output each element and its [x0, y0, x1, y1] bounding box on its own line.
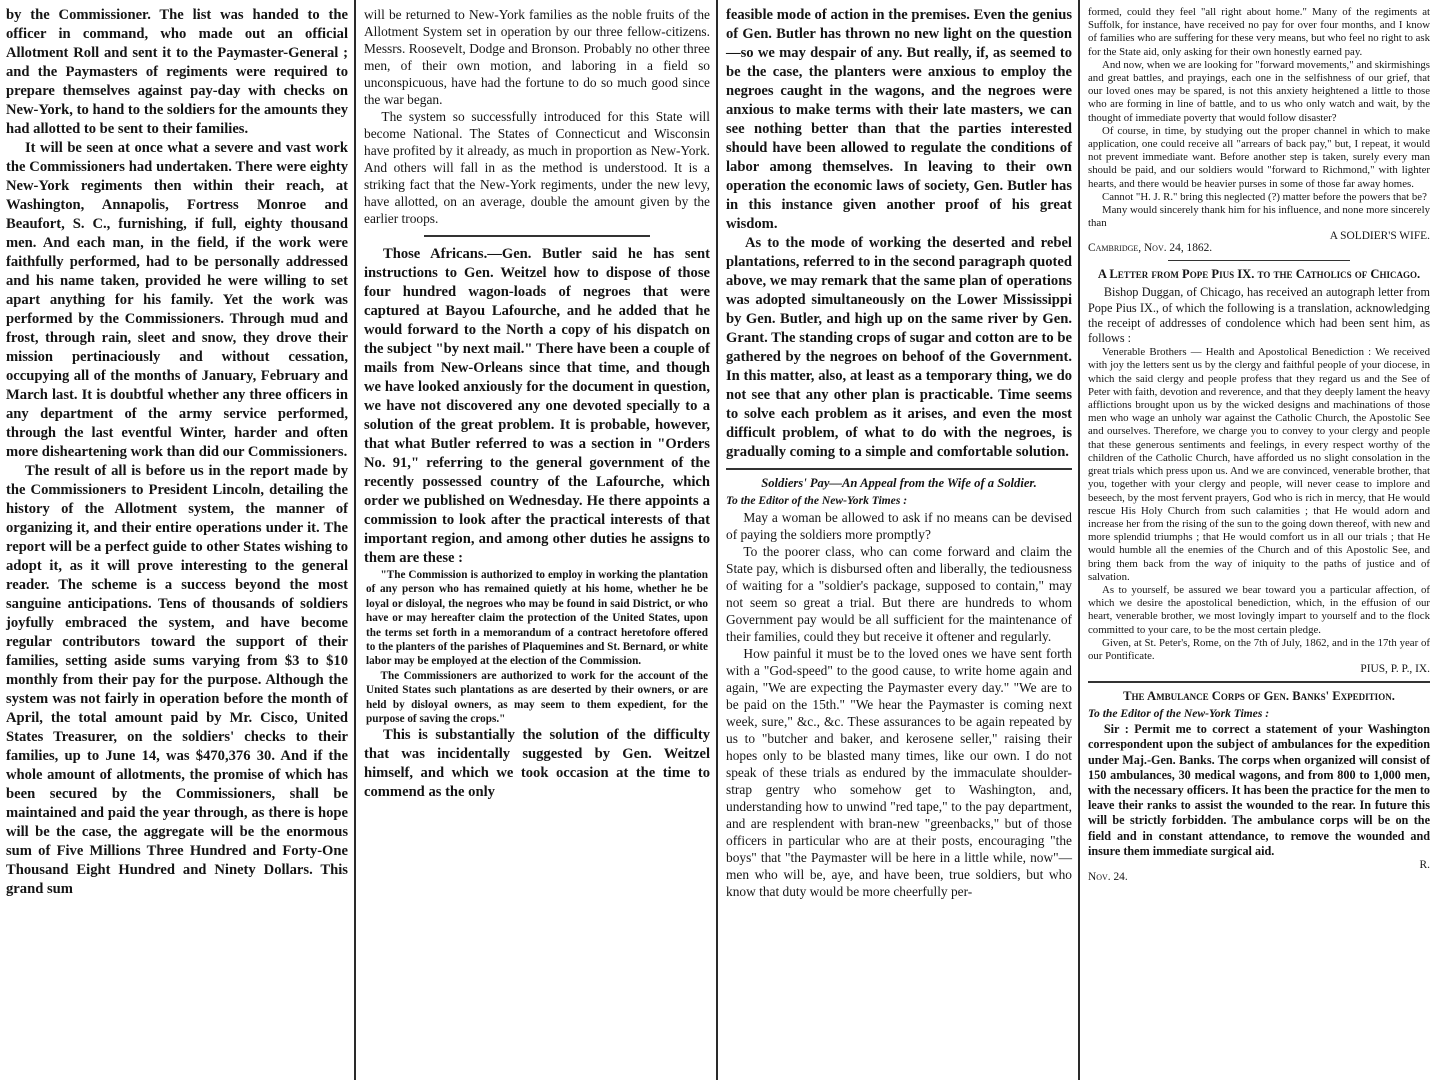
column-3	[720, 0, 1076, 1080]
column-divider-1	[354, 0, 356, 1080]
col4-rule-1	[1168, 260, 1350, 261]
soldiers-pay-salutation: To the Editor of the New-York Times :	[726, 494, 908, 507]
soldiers-pay-paragraph-1: May a woman be allowed to ask if no means can be devised of paying the soldiers more promptly?	[726, 510, 1072, 542]
col2-paragraph-4: This is substantially the solution of the difficulty that was incidentally suggested by Gen. Weitzel himself, and which we took occasion at the time to commend as the only	[364, 727, 710, 801]
column-divider-3	[1078, 0, 1080, 1080]
col1-paragraph-3: The result of all is before us in the report made by the Commissioners to President Lincoln, detailing the history of the Allotment system, the manner of organizing it, and their entire operations under it. The report will be a perfect guide to other States wishing to adopt it, as it will prove interesting to the general reader. The scheme is a success beyond the most sanguine anticipations. Tens of thousands of soldiers joyfully embraced the system, and have become regular contributors toward the support of their families, setting aside sums varying from $3 to $10 monthly from their pay for the purpose. Although the system was not fairly in operation before the month of April, the total amount paid by Mr. Cisco, United States Treasurer, on the soldiers' checks to their families, up to June 14, was $470,376 30. And if the whole amount of allotments, the promise of which has been secured by the Commissioners, shall be maintained and paid the year through, as there is hope will be the case, the aggregate will be the enormous sum of Five Millions Three Hundred and Forty-One Thousand Eight Hundred and Ninety Dollars. This grand sum	[6, 463, 348, 897]
soldiers-wife-dateline: Cambridge, Nov. 24, 1862.	[1088, 242, 1213, 255]
pope-signature: PIUS, P. P., IX.	[1360, 663, 1430, 676]
column-2	[358, 0, 714, 1080]
column-4	[1082, 0, 1434, 1080]
col3-paragraph-2: As to the mode of working the deserted and rebel plantations, referred to in the second paragraph quoted above, we may remark that the same plan of operations was adopted simultaneously on the Lower Mississippi by Gen. Butler, and high up on the same river by Gen. Grant. The standing crops of sugar and cotton are to be gathered by the negroes on behoof of the Government. In this matter, also, at least as a temporary thing, we do not see that any other plan is practicable. Time seems to solve each problem as it arises, and even the most difficult problem, of what to do with the negroes, is gradually coming to a simple and comfortable solution.	[726, 235, 1072, 460]
soldiers-pay-paragraph-3: How painful it must be to the loved ones we have sent forth with a "God-speed" to the good cause, to write home again and again, "We are expecting the Paymaster every day." "We are to be paid on the 15th." "We hear the Paymaster is coming next week, sure," &c., &c. These assurances to be again repeated by us to "butcher and baker, and kerosene seller," raising their hopes only to be blasted many times, like our own. I do not speak of these trials as endured by the immaculate shoulder-strap gentry who somehow get to Washington, and, understanding how to unwind "red tape," to the pay department, and are resplendent with bran-new "greenbacks," but of those officers in particular who are at their posts, encouraging "the boys" that "the Paymaster will be here in a little while, now"—men who will be, aye, and have been, true soldiers, but who know that duty would be more cheerfully per-	[726, 646, 1072, 899]
ambulance-corps-headline: The Ambulance Corps of Gen. Banks' Expedition.	[1123, 689, 1395, 704]
col2-section-rule	[424, 235, 650, 237]
pope-letter-intro: Bishop Duggan, of Chicago, has received an autograph letter from Pope Pius IX., of which the following is a translation, acknowledging the receipt of addresses of condolence which had been sent him, as follows :	[1088, 285, 1430, 346]
col4-paragraph-2: And now, when we are looking for "forward movements," and skirmishings and great battles, and prayings, each one in the selfishness of our grief, that our loved ones may be spared, is not this anxiety heightened a little to those who are forming in line of battle, and to us who only watch and wait, by the thought of immediate poverty that would follow disaster?	[1088, 58, 1430, 124]
soldiers-pay-headline: Soldiers' Pay—An Appeal from the Wife of a Soldier.	[761, 476, 1037, 490]
ambulance-corps-article	[1088, 681, 1430, 883]
ambulance-corps-body: Sir : Permit me to correct a statement of your Washington correspondent upon the subject of ambulances for the expedition under Maj.-Gen. Banks. The corps when organized will consist of 150 ambulances, 30 medical wagons, and from 800 to 1,000 men, with the necessary officers. It has been the practice for the men to leave their ranks to assist the wounded to the rear. In future this will be strictly forbidden. The ambulance corps will be on the field and in constant attendance, to remove the wounded and insure them immediate surgical aid.	[1088, 722, 1430, 858]
col1-paragraph-2: It will be seen at once what a severe and vast work the Commissioners had undertaken. There were eighty New-York regiments then within their reach, at Washington, Annapolis, Fortress Monroe and Beaufort, S. C., furnishing, if full, eighty thousand men. And each man, in the field, if the work were faithfully performed, had to be personally addressed and his name taken, provided he were willing to set apart anything for his family. Yet the work was performed by the Commissioners. Through mud and frost, through rain, sleet and snow, they drove their mission pertinaciously and without cessation, occupying all of the months of January, February and March last. It is doubtful whether any three officers in any department of the army service performed, through the last eventful Winter, harder and often more disheartening work than did our Commissioners.	[6, 140, 348, 460]
pope-letter-body: Venerable Brothers — Health and Apostolical Benediction : We received with joy the letters sent us by the clergy and faithful people of your diocese, in which the said clergy and people profess that they regard us and the See of Peter with faith, devotion and reverence, and that they deeply lament the heavy afflictions brought upon us by the wicked designs and machinations of those men who wage an unholy war against the Catholic Church, the Apostolic See and ourselves. Therefore, we charge you to convey to your clergy and people that these generous sentiments and feelings, in every respect worthy of the children of the Catholic Church, have afforded us no slight consolation in the great trials which press upon us. And we are convinced, venerable brother, that you, together with your clergy and people, will never cease to implore and beseech, by the most fervent prayers, God who is rich in mercy, that He would rescue His Holy Church from such calamities ; that He would adorn and increase her from the rising of the sun to the going down thereof, with new and more splendid triumphs ; that He would comfort us in all our trials ; that He would humble all the enemies of the Church and of this Apostolic See, and bring them back from the way of iniquity to the paths of justice and of salvation.	[1088, 346, 1430, 583]
col3-paragraph-1: feasible mode of action in the premises. Even the genius of Gen. Butler has thrown no new light on the question—so we may despair of any. But really, if, as seemed to be the case, the planters were anxious to employ the negroes caught in the wagons, and the negroes were anxious to make terms with their late masters, we can see nothing better than that the parties interested should have been allowed to regulate the conditions of labor among themselves. In leaving to their own operation the economic laws of society, Gen. Butler has in this instance given another proof of his great wisdom.	[726, 7, 1072, 232]
col4-paragraph-1: formed, could they feel "all right about home." Many of the regiments at Suffolk, for instance, have received no pay for over four months, and I know of families who are suffering for these very means, but who feel no right to ask for the State aid, only asking for their own honestly earned pay.	[1088, 6, 1430, 58]
ambulance-corps-salutation: To the Editor of the New-York Times :	[1088, 707, 1270, 721]
pope-letter-headline: A Letter from Pope Pius IX. to the Catholics of Chicago.	[1097, 267, 1421, 282]
col1-paragraph-1: by the Commissioner. The list was handed to the officer in command, who made out an official Allotment Roll and sent it to the Paymaster-General ; and the Paymasters of regiments were required to prepare themselves against pay-day with checks on New-York, to hand to the soldiers for the amounts they had allotted to be sent to their families.	[6, 7, 348, 137]
ambulance-corps-dateline: Nov. 24.	[1088, 870, 1128, 883]
col2-paragraph-1: will be returned to New-York families as the noble fruits of the Allotment System set in operation by our three fellow-citizens. Messrs. Roosevelt, Dodge and Bronson. Probably no other three men, of their own motion, and laboring in a field so unconspicuous, have had the fortune to do so much good since the war began.	[364, 7, 710, 107]
col4-paragraph-4: Cannot "H. J. R." bring this neglected (?) matter before the powers that be?	[1102, 190, 1427, 203]
soldiers-pay-paragraph-2: To the poorer class, who can come forward and claim the State pay, which is disbursed often and liberally, the tediousness of waiting for a "soldier's package, supposed to contain," may not seem so great a trial. But there are hundreds to whom Government pay would be all sufficient for the maintenance of their families, could they but receive it oftener and regularly.	[726, 544, 1072, 644]
column-divider-2	[716, 0, 718, 1080]
col2-quote-1: "The Commission is authorized to employ in working the plantation of any person who has remained quietly at his home, whether he be loyal or disloyal, the negroes who may be found in said District, or who have or may hereafter claim the protection of the United States, upon the terms set forth in a memorandum of a contract heretofore offered to the planters of the parishes of Plaquemines and St. Bernard, or white labor may be employed at the election of the Commission.	[366, 569, 708, 668]
soldiers-pay-article	[726, 468, 1072, 900]
pope-letter-closing: As to yourself, be assured we bear toward you a particular affection, of which we desire the apostolical benediction, which, in the effusion of our heart, venerable brother, we most lovingly impart to yourself and to the flock committed to your care, to be the most certain pledge.	[1088, 583, 1430, 636]
col4-paragraph-5: Many would sincerely thank him for his influence, and none more sincerely than	[1088, 204, 1430, 230]
pope-letter-given: Given, at St. Peter's, Rome, on the 7th of July, 1862, and in the 17th year of our Pontificate.	[1088, 636, 1430, 662]
soldiers-wife-signature: A SOLDIER'S WIFE.	[1329, 230, 1430, 243]
col4-paragraph-3: Of course, in time, by studying out the proper channel in which to make application, one could receive all "arrears of back pay," but, I repeat, it would not prevent immediate want. Before another step is taken, surely every man should be paid, and our soldiers would "forward to Richmond," with lighter hearts, and there would be heavier purses in some of those far away homes.	[1088, 124, 1430, 190]
column-1	[0, 0, 352, 1080]
ambulance-corps-signature: R.	[1419, 858, 1430, 871]
col2-paragraph-africans: Those Africans.—Gen. Butler said he has sent instructions to Gen. Weitzel how to dispose of those four hundred wagon-loads of negroes that were captured at Bayou Lafourche, and he added that he would forward to the North a copy of his dispatch on the subject "by next mail." There have been a couple of mails from New-Orleans since that time, and though we have looked anxiously for the document in question, we have not discovered any one devoted specially to a solution of the great problem. It is probable, however, that what Butler referred to was a section in "Orders No. 91," referring to the general government of the recently possessed country of the Lafourche, which order we published on Wednesday. He there appoints a commission to look after the practical interests of that important region, and among other duties he assigns to them are these :	[364, 246, 710, 566]
col2-quote-2: The Commissioners are authorized to work for the account of the United States such plantations as are deserted by their owners, or are held by disloyal owners, as may seem to them expedient, for the purpose of saving the crops."	[366, 669, 708, 726]
col2-paragraph-2: The system so successfully introduced for this State will become National. The States of Connecticut and Wisconsin have profited by it already, as much in proportion as New-York. And others will fall in as the method is understood. It is a striking fact that the New-York regiments, under the new levy, have allotted, on an average, double the amount given by the earlier troops.	[364, 109, 710, 226]
